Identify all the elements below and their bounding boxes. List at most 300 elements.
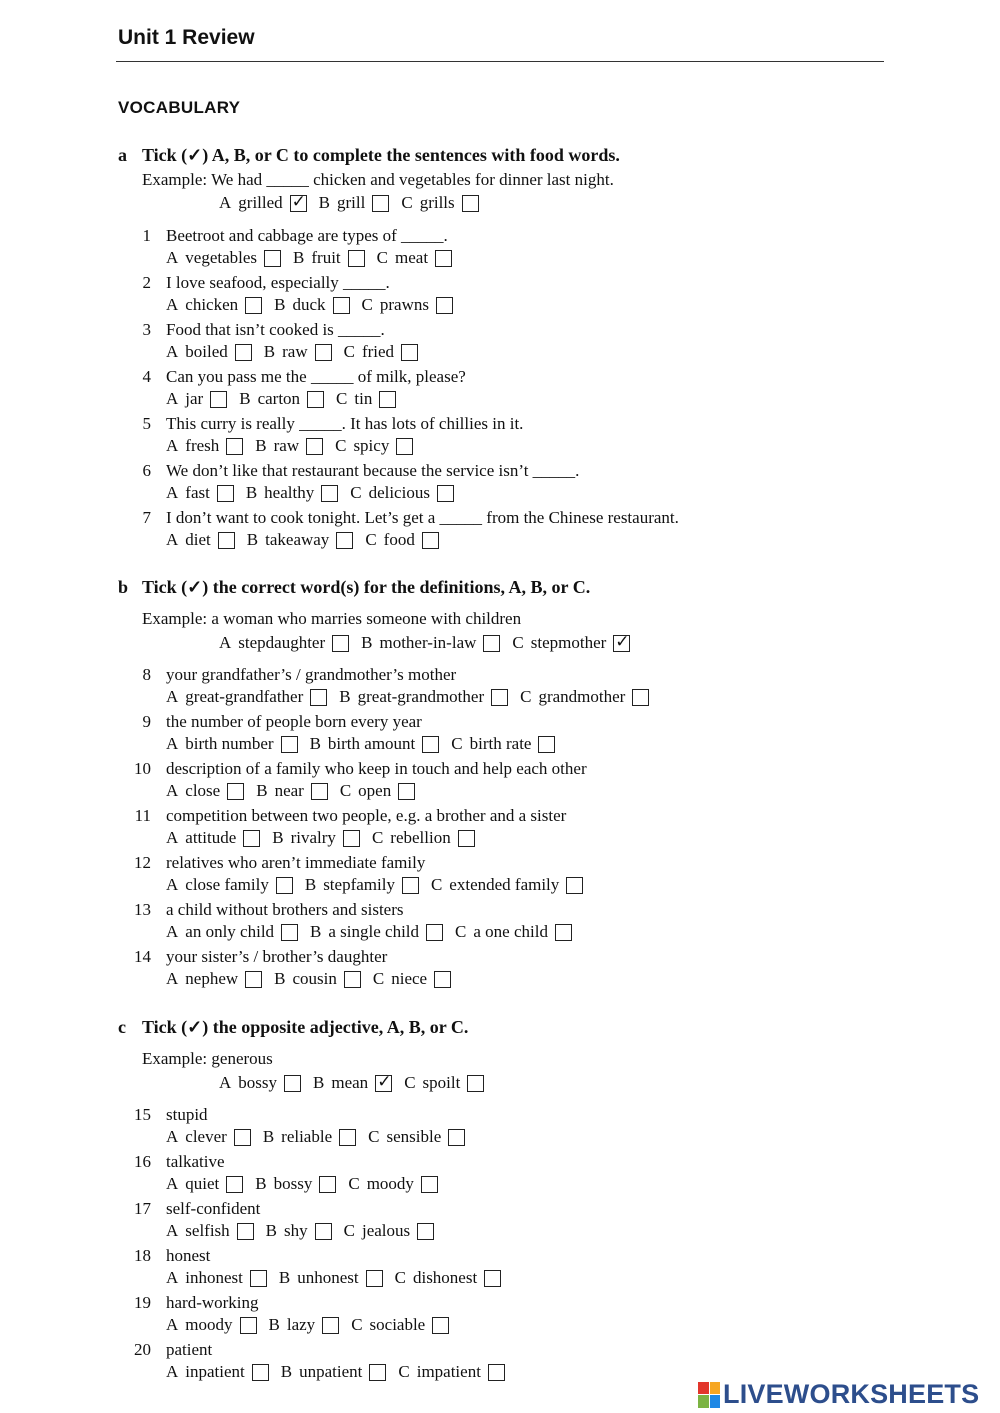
tick-checkbox[interactable]: [245, 297, 262, 314]
answer-options: [166, 1268, 513, 1288]
option-text: inpatient: [185, 1362, 245, 1381]
question-number: 8: [142, 665, 151, 684]
option-text: inhonest: [185, 1268, 243, 1287]
option-text: quiet: [185, 1174, 220, 1193]
option-b[interactable]: [255, 1174, 336, 1194]
option-a[interactable]: [166, 1315, 257, 1335]
option-c[interactable]: [451, 734, 555, 754]
option-letter: B: [304, 875, 317, 894]
question-number: 7: [142, 508, 151, 527]
option-c[interactable]: [362, 295, 453, 315]
option-a[interactable]: [166, 436, 243, 456]
tick-checkbox[interactable]: [483, 635, 500, 652]
example-prompt: [142, 609, 521, 629]
option-a[interactable]: [166, 1362, 269, 1382]
option-letter: A: [219, 193, 232, 212]
option-letter: B: [278, 1268, 291, 1287]
tick-checkbox[interactable]: [467, 1075, 484, 1092]
option-text: lazy: [286, 1315, 316, 1334]
question-number: 16: [134, 1152, 151, 1171]
option-text: birth amount: [327, 734, 416, 753]
option-a[interactable]: [166, 922, 298, 942]
logo-text: LIVEWORKSHEETS: [723, 1379, 980, 1409]
tick-checkbox[interactable]: [422, 532, 439, 549]
tick-checkbox[interactable]: [488, 1364, 505, 1381]
tick-checkbox[interactable]: [217, 485, 234, 502]
question-number: 3: [142, 320, 151, 339]
part-heading: [118, 577, 590, 597]
option-b[interactable]: [255, 436, 323, 456]
option-a[interactable]: [166, 969, 262, 989]
example-label: Example:: [142, 609, 208, 628]
tick-checkbox[interactable]: [333, 297, 350, 314]
option-letter: B: [263, 342, 276, 361]
option-b[interactable]: [274, 295, 349, 315]
option-b[interactable]: [266, 1221, 332, 1241]
option-c[interactable]: [377, 248, 452, 268]
tick-checkbox[interactable]: [369, 1364, 386, 1381]
option-text: boiled: [185, 342, 228, 361]
option-b[interactable]: [269, 1315, 340, 1335]
tick-checkbox[interactable]: [398, 783, 415, 800]
option-b[interactable]: [313, 1073, 392, 1093]
option-b[interactable]: [281, 1362, 387, 1382]
example-prompt: [142, 1049, 273, 1069]
option-text: an only child: [185, 922, 275, 941]
question-text: Beetroot and cabbage are types of _____.: [166, 226, 448, 245]
example-options: [219, 633, 642, 653]
option-letter: C: [455, 922, 467, 941]
tick-checkbox[interactable]: [366, 1270, 383, 1287]
option-letter: B: [239, 389, 251, 408]
option-text: a one child: [473, 922, 548, 941]
option-c[interactable]: [340, 781, 415, 801]
option-letter: B: [310, 922, 322, 941]
option-letter: C: [398, 1362, 410, 1381]
tick-checkbox[interactable]: [462, 195, 479, 212]
title-divider: [116, 61, 884, 62]
option-letter: A: [166, 687, 179, 706]
tick-checkbox[interactable]: [402, 877, 419, 894]
option-text: grills: [419, 193, 455, 212]
option-a[interactable]: [219, 1073, 301, 1093]
part-instruction: Tick (✓) the opposite adjective, A, B, or C.: [142, 1017, 469, 1037]
option-a[interactable]: [166, 875, 293, 895]
question-number: 13: [134, 900, 151, 919]
answer-options: [166, 1315, 461, 1335]
question-number: 19: [134, 1293, 151, 1312]
option-c[interactable]: [368, 1127, 465, 1147]
option-text: great-grandfather: [185, 687, 304, 706]
question-text: stupid: [166, 1105, 208, 1124]
option-c[interactable]: [404, 1073, 484, 1093]
question-number: 9: [142, 712, 151, 731]
option-c[interactable]: [431, 875, 583, 895]
question-text: honest: [166, 1246, 211, 1265]
option-text: dishonest: [412, 1268, 478, 1287]
answer-options: [166, 436, 425, 456]
tick-checkbox[interactable]: [372, 195, 389, 212]
option-c[interactable]: [348, 1174, 438, 1194]
tick-checkbox[interactable]: [276, 877, 293, 894]
option-text: close: [185, 781, 221, 800]
option-b[interactable]: [279, 1268, 383, 1288]
question-text: your grandfather’s / grandmother’s mother: [166, 665, 457, 684]
tick-checkbox[interactable]: [237, 1223, 254, 1240]
option-letter: A: [166, 295, 179, 314]
option-a[interactable]: [166, 781, 244, 801]
option-b[interactable]: [239, 389, 324, 409]
option-b[interactable]: [310, 734, 440, 754]
option-text: clever: [185, 1127, 227, 1146]
tick-checkbox[interactable]: [226, 1176, 243, 1193]
option-b[interactable]: [293, 248, 365, 268]
option-text: cousin: [292, 969, 337, 988]
part-instruction: Tick (✓) A, B, or C to complete the sentences with food words.: [142, 145, 620, 165]
section-heading: VOCABULARY: [118, 98, 241, 117]
option-b[interactable]: [256, 781, 328, 801]
question-number: 11: [134, 806, 151, 825]
option-c[interactable]: [401, 193, 478, 213]
option-text: chicken: [185, 295, 239, 314]
tick-checkbox[interactable]: [538, 736, 555, 753]
option-text: stepdaughter: [238, 633, 326, 652]
tick-checkbox[interactable]: [432, 1317, 449, 1334]
part-heading: [118, 1017, 468, 1037]
option-text: a single child: [328, 922, 420, 941]
question-number: 20: [134, 1340, 151, 1359]
option-c[interactable]: [398, 1362, 505, 1382]
option-letter: A: [166, 1174, 179, 1193]
option-letter: A: [166, 922, 179, 941]
page-title: Unit 1 Review: [118, 26, 255, 49]
question-number: 12: [134, 853, 151, 872]
option-letter: B: [318, 193, 331, 212]
tick-checkbox[interactable]: [264, 250, 281, 267]
option-a[interactable]: [166, 687, 327, 707]
tick-checkbox[interactable]: [491, 689, 508, 706]
tick-checkbox[interactable]: [426, 924, 443, 941]
tick-checkbox[interactable]: [245, 971, 262, 988]
tick-checkbox[interactable]: [436, 297, 453, 314]
option-text: rivalry: [290, 828, 336, 847]
option-letter: A: [166, 436, 179, 455]
tick-checkbox[interactable]: [322, 1317, 339, 1334]
tick-checkbox[interactable]: [417, 1223, 434, 1240]
tick-checkbox[interactable]: [315, 1223, 332, 1240]
example-text: a woman who marries someone with children: [211, 609, 522, 628]
option-a[interactable]: [166, 389, 227, 409]
tick-checkbox[interactable]: [435, 250, 452, 267]
option-letter: C: [350, 483, 362, 502]
option-text: birth number: [185, 734, 274, 753]
option-text: fast: [185, 483, 210, 502]
option-c[interactable]: [335, 436, 413, 456]
tick-checkbox[interactable]: [422, 736, 439, 753]
answer-options: [166, 483, 466, 503]
tick-checkbox[interactable]: [310, 689, 327, 706]
answer-options: [166, 1127, 477, 1147]
tick-checkbox[interactable]: [448, 1129, 465, 1146]
option-letter: A: [166, 828, 179, 847]
logo-square: [710, 1395, 721, 1408]
option-letter: C: [335, 436, 347, 455]
tick-checkbox[interactable]: [434, 971, 451, 988]
option-b[interactable]: [263, 1127, 356, 1147]
option-letter: C: [430, 875, 443, 894]
option-letter: A: [166, 1315, 179, 1334]
option-text: fried: [361, 342, 395, 361]
tick-checkbox[interactable]: [343, 830, 360, 847]
option-c[interactable]: [520, 687, 649, 707]
option-text: open: [358, 781, 392, 800]
option-letter: A: [166, 781, 179, 800]
question-text: the number of people born every year: [166, 712, 422, 731]
option-b[interactable]: [305, 875, 419, 895]
question-text: your sister’s / brother’s daughter: [166, 947, 388, 966]
option-text: selfish: [185, 1221, 230, 1240]
option-text: stepmother: [530, 633, 607, 652]
tick-checkbox[interactable]: [613, 635, 630, 652]
option-letter: B: [272, 828, 284, 847]
option-b[interactable]: [339, 687, 508, 707]
option-text: unhonest: [297, 1268, 359, 1287]
option-c[interactable]: [344, 342, 418, 362]
option-c[interactable]: [395, 1268, 502, 1288]
option-text: delicious: [368, 483, 430, 502]
tick-checkbox[interactable]: [315, 344, 332, 361]
tick-checkbox[interactable]: [379, 391, 396, 408]
option-letter: C: [371, 828, 384, 847]
tick-checkbox[interactable]: [319, 1176, 336, 1193]
question-number: 18: [134, 1246, 151, 1265]
option-c[interactable]: [365, 530, 439, 550]
tick-checkbox[interactable]: [311, 783, 328, 800]
option-c[interactable]: [336, 389, 396, 409]
option-text: spoilt: [422, 1073, 461, 1092]
option-letter: A: [166, 1127, 179, 1146]
option-letter: A: [166, 969, 179, 988]
option-letter: C: [348, 1174, 360, 1193]
option-a[interactable]: [219, 193, 307, 213]
option-letter: A: [166, 483, 179, 502]
option-letter: A: [166, 734, 179, 753]
option-a[interactable]: [166, 342, 252, 362]
option-letter: C: [351, 1315, 363, 1334]
option-b[interactable]: [361, 633, 500, 653]
answer-options: [166, 781, 427, 801]
option-text: impatient: [416, 1362, 481, 1381]
option-letter: C: [520, 687, 532, 706]
tick-checkbox[interactable]: [234, 1129, 251, 1146]
option-text: near: [274, 781, 304, 800]
option-text: bossy: [238, 1073, 278, 1092]
option-text: sociable: [369, 1315, 426, 1334]
tick-checkbox[interactable]: [375, 1075, 392, 1092]
option-a[interactable]: [166, 1174, 243, 1194]
option-text: raw: [273, 436, 300, 455]
option-letter: A: [166, 530, 179, 549]
tick-checkbox[interactable]: [332, 635, 349, 652]
option-b[interactable]: [319, 193, 390, 213]
option-letter: B: [246, 530, 259, 549]
logo-square: [698, 1382, 709, 1395]
option-b[interactable]: [272, 828, 360, 848]
answer-options: [166, 687, 661, 707]
tick-checkbox[interactable]: [243, 830, 260, 847]
logo-square: [698, 1395, 709, 1408]
option-b[interactable]: [247, 530, 354, 550]
question-number: 2: [142, 273, 151, 292]
option-c[interactable]: [344, 1221, 435, 1241]
option-letter: A: [166, 1362, 179, 1381]
tick-checkbox[interactable]: [252, 1364, 269, 1381]
option-text: grill: [337, 193, 366, 212]
option-c[interactable]: [373, 969, 451, 989]
option-letter: C: [365, 530, 377, 549]
option-text: grilled: [238, 193, 283, 212]
option-b[interactable]: [310, 922, 443, 942]
tick-checkbox[interactable]: [336, 532, 353, 549]
option-text: reliable: [281, 1127, 333, 1146]
tick-checkbox[interactable]: [401, 344, 418, 361]
answer-options: [166, 734, 567, 754]
option-b[interactable]: [246, 483, 338, 503]
tick-checkbox[interactable]: [250, 1270, 267, 1287]
tick-checkbox[interactable]: [235, 344, 252, 361]
option-text: spicy: [353, 436, 390, 455]
tick-checkbox[interactable]: [240, 1317, 257, 1334]
answer-options: [166, 969, 463, 989]
question-text: relatives who aren’t immediate family: [166, 853, 426, 872]
option-a[interactable]: [166, 828, 260, 848]
question-text: I love seafood, especially _____.: [166, 273, 390, 292]
option-c[interactable]: [455, 922, 572, 942]
option-letter: C: [404, 1073, 416, 1092]
option-a[interactable]: [166, 1268, 267, 1288]
tick-checkbox[interactable]: [284, 1075, 301, 1092]
tick-checkbox[interactable]: [226, 438, 243, 455]
tick-checkbox[interactable]: [306, 438, 323, 455]
tick-checkbox[interactable]: [290, 195, 307, 212]
logo-icon: [698, 1382, 720, 1408]
tick-checkbox[interactable]: [396, 438, 413, 455]
option-text: food: [383, 530, 415, 549]
tick-checkbox[interactable]: [281, 736, 298, 753]
question-text: I don’t want to cook tonight. Let’s get a _____ from the Chinese restaurant.: [166, 508, 679, 527]
option-text: moody: [185, 1315, 233, 1334]
option-c[interactable]: [351, 1315, 449, 1335]
option-letter: C: [401, 193, 413, 212]
option-text: extended family: [449, 875, 560, 894]
question-number: 17: [134, 1199, 151, 1218]
tick-checkbox[interactable]: [484, 1270, 501, 1287]
option-text: birth rate: [469, 734, 532, 753]
tick-checkbox[interactable]: [218, 532, 235, 549]
option-a[interactable]: [166, 1127, 251, 1147]
option-text: mean: [331, 1073, 369, 1092]
option-letter: B: [265, 1221, 278, 1240]
tick-checkbox[interactable]: [227, 783, 244, 800]
tick-checkbox[interactable]: [339, 1129, 356, 1146]
option-b[interactable]: [274, 969, 361, 989]
tick-checkbox[interactable]: [437, 485, 454, 502]
option-text: takeaway: [265, 530, 330, 549]
option-letter: C: [512, 633, 524, 652]
option-letter: B: [274, 969, 286, 988]
option-text: niece: [391, 969, 428, 988]
option-b[interactable]: [264, 342, 332, 362]
tick-checkbox[interactable]: [421, 1176, 438, 1193]
option-letter: A: [219, 633, 232, 652]
answer-options: [166, 1221, 446, 1241]
option-letter: B: [313, 1073, 325, 1092]
option-c[interactable]: [512, 633, 630, 653]
question-text: a child without brothers and sisters: [166, 900, 404, 919]
tick-checkbox[interactable]: [210, 391, 227, 408]
question-text: competition between two people, e.g. a brother and a sister: [166, 806, 567, 825]
option-a[interactable]: [166, 295, 262, 315]
option-a[interactable]: [219, 633, 349, 653]
tick-checkbox[interactable]: [632, 689, 649, 706]
question-number: 10: [134, 759, 151, 778]
option-letter: C: [368, 1127, 380, 1146]
option-a[interactable]: [166, 483, 234, 503]
option-text: duck: [292, 295, 326, 314]
question-number: 1: [142, 226, 151, 245]
question-number: 14: [134, 947, 151, 966]
part-letter: c: [118, 1017, 126, 1037]
option-c[interactable]: [350, 483, 454, 503]
tick-checkbox[interactable]: [566, 877, 583, 894]
question-number: 5: [142, 414, 151, 433]
option-text: mother-in-law: [379, 633, 477, 652]
option-text: bossy: [273, 1174, 313, 1193]
tick-checkbox[interactable]: [307, 391, 324, 408]
tick-checkbox[interactable]: [458, 830, 475, 847]
option-letter: B: [256, 781, 268, 800]
tick-checkbox[interactable]: [348, 250, 365, 267]
part-heading: [118, 145, 620, 165]
tick-checkbox[interactable]: [344, 971, 361, 988]
answer-options: [166, 1362, 517, 1382]
option-letter: C: [361, 295, 373, 314]
option-text: tin: [354, 389, 373, 408]
question-text: hard-working: [166, 1293, 259, 1312]
option-text: jar: [185, 389, 204, 408]
option-c[interactable]: [372, 828, 475, 848]
option-text: diet: [185, 530, 211, 549]
tick-checkbox[interactable]: [555, 924, 572, 941]
option-a[interactable]: [166, 734, 298, 754]
part-letter: a: [118, 145, 127, 165]
example-options: [219, 1073, 496, 1093]
option-letter: A: [166, 389, 179, 408]
option-text: vegetables: [185, 248, 258, 267]
option-letter: A: [166, 1221, 179, 1240]
option-letter: C: [343, 342, 355, 361]
tick-checkbox[interactable]: [321, 485, 338, 502]
option-a[interactable]: [166, 248, 281, 268]
answer-options: [166, 828, 487, 848]
option-letter: B: [309, 734, 321, 753]
tick-checkbox[interactable]: [281, 924, 298, 941]
option-a[interactable]: [166, 1221, 254, 1241]
question-text: Can you pass me the _____ of milk, please?: [166, 367, 466, 386]
option-a[interactable]: [166, 530, 235, 550]
question-text: Food that isn’t cooked is _____.: [166, 320, 385, 339]
liveworksheets-logo: [698, 1379, 979, 1410]
